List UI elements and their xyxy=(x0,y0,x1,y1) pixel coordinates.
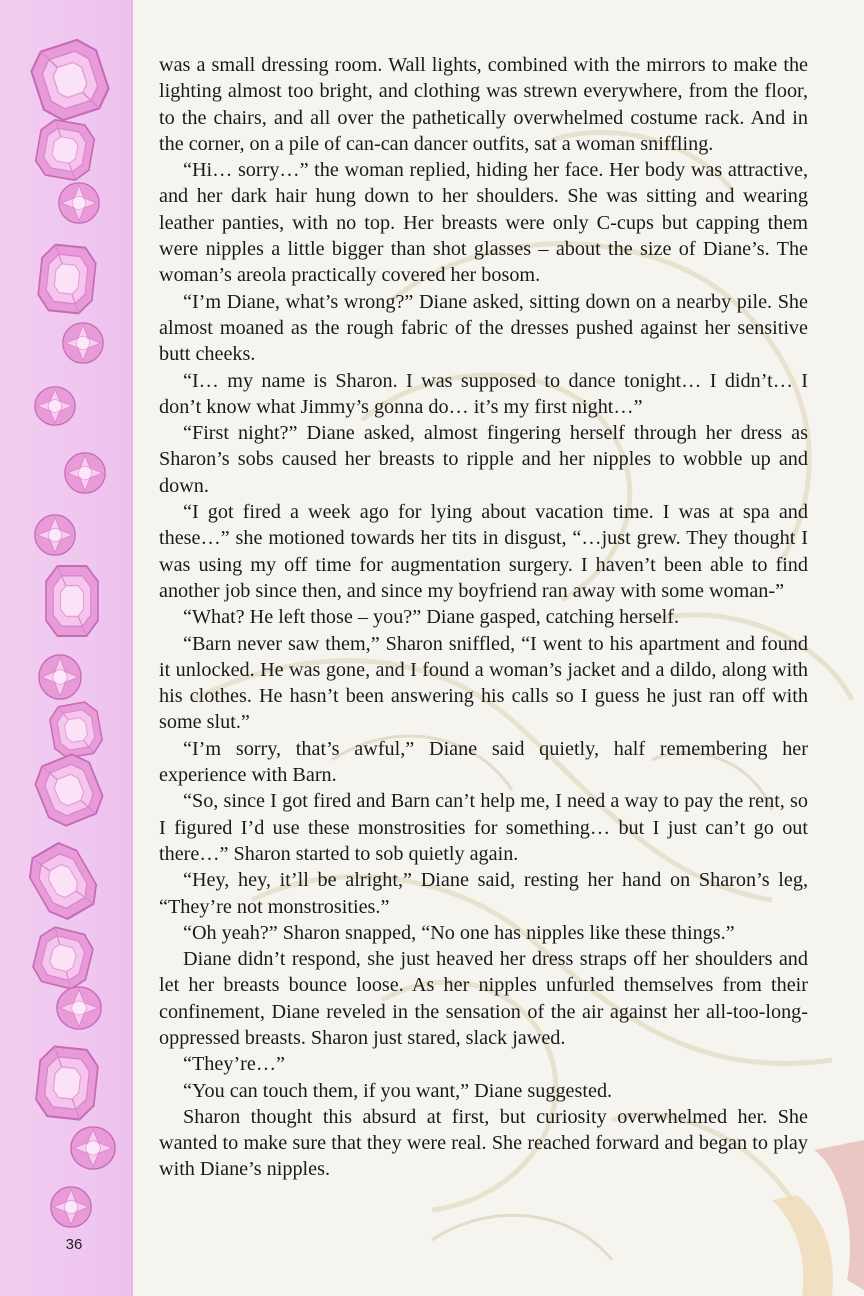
page-number: 36 xyxy=(65,1236,83,1253)
pink-gemstone-icon xyxy=(35,1045,100,1121)
story-paragraph: “Hey, hey, it’ll be alright,” Diane said, resting her hand on Sharon’s leg, “They’re not monstrosities.” xyxy=(159,869,808,918)
story-paragraph: “I’m Diane, what’s wrong?” Diane asked, sitting down on a nearby pile. She almost moaned as the rough fabric of the dresses pushed against her sensitive butt cheeks. xyxy=(159,290,808,366)
story-paragraph: “They’re…” xyxy=(183,1053,285,1076)
pink-gemstone-icon xyxy=(58,182,100,224)
story-paragraph: “I’m sorry, that’s awful,” Diane said quietly, half remembering her experience with Barn. xyxy=(159,737,808,787)
pink-gemstone-icon xyxy=(34,118,97,183)
pink-gemstone-icon xyxy=(62,322,104,364)
story-text xyxy=(159,52,808,1183)
pink-gemstone-icon xyxy=(34,386,76,426)
story-paragraph: “Hi… sorry…” the woman replied, hiding her face. Her body was attractive, and her dark hair hung down to her shoulders. She was sitting and wearing leather panties, with no top. Her breasts were only C-cups but capping them were nipples a little bigger than shot glasses – about the size of Diane’s. The woman’s areola practically covered her bosom. xyxy=(159,159,808,287)
pink-gemstone-icon xyxy=(38,654,82,700)
pink-gemstone-icon xyxy=(22,837,104,925)
pink-gemstone-icon xyxy=(64,452,106,494)
pink-gemstone-icon xyxy=(27,35,114,124)
pink-gemstone-icon xyxy=(48,700,104,760)
story-paragraph: “First night?” Diane asked, almost fingering herself through her dress as Sharon’s sobs caused her breasts to ripple and her nipples to wobble up and down. xyxy=(159,422,808,497)
pink-gemstone-icon xyxy=(70,1126,116,1170)
pink-gemstone-icon xyxy=(37,243,98,314)
story-paragraph: “Barn never saw them,” Sharon sniffled, “I went to his apartment and found it unlocked. He was gone, and I found a woman’s jacket and a dildo, along with his clothes. He hasn’t been answering his calls so I guess he just ran off with some slut.” xyxy=(159,632,808,734)
decorative-sidebar xyxy=(0,0,133,1296)
pink-gemstone-icon xyxy=(56,986,102,1030)
pink-gemstone-icon xyxy=(30,749,108,830)
story-paragraph: “I… my name is Sharon. I was supposed to dance tonight… I didn’t… I don’t know what Jimmy’s gonna do… it’s my first night…” xyxy=(159,369,808,418)
story-paragraph: “You can touch them, if you want,” Diane suggested. xyxy=(183,1079,613,1102)
story-paragraph: “What? He left those – you?” Diane gasped, catching herself. xyxy=(183,606,680,629)
story-paragraph: Diane didn’t respond, she just heaved her dress straps off her shoulders and let her breasts bounce loose. As her nipples unfurled themselves from their confinement, Diane reveled in the sensation of the air against her all-too-long-oppressed breasts. Sharon just stared, slack jawed. xyxy=(159,948,808,1049)
story-paragraph: “I got fired a week ago for lying about vacation time. I was at spa and these…” she motioned towards her tits in disgust, “…just grew. They thought I was using my off time for augmentation surgery. I haven’t been able to find another job since then, and since my boyfriend ran away with some woman-” xyxy=(159,501,808,602)
story-paragraph: “So, since I got fired and Barn can’t help me, I need a way to pay the rent, so I figured I’d use these monstrosities for something… but I just can’t go out there…” Sharon started to sob quietly again. xyxy=(159,790,808,865)
pink-gemstone-icon xyxy=(34,514,76,556)
pink-gemstone-icon xyxy=(46,566,98,636)
story-paragraph: Sharon thought this absurd at first, but curiosity overwhelmed her. She wanted to make sure that they were real. She reached forward and began to play with Diane’s nipples. xyxy=(159,1105,808,1181)
pink-gemstone-icon xyxy=(30,924,96,991)
story-paragraph: “Oh yeah?” Sharon snapped, “No one has nipples like these things.” xyxy=(183,921,735,944)
story-paragraph: was a small dressing room. Wall lights, combined with the mirrors to make the lighting almost too bright, and clothing was strewn everywhere, from the floor, to the chairs, and all over the pathetically overwhelmed costume rack. And in the corner, on a pile of can-can dancer outfits, sat a woman sniffling. xyxy=(159,54,808,155)
pink-gemstone-icon xyxy=(50,1186,92,1228)
